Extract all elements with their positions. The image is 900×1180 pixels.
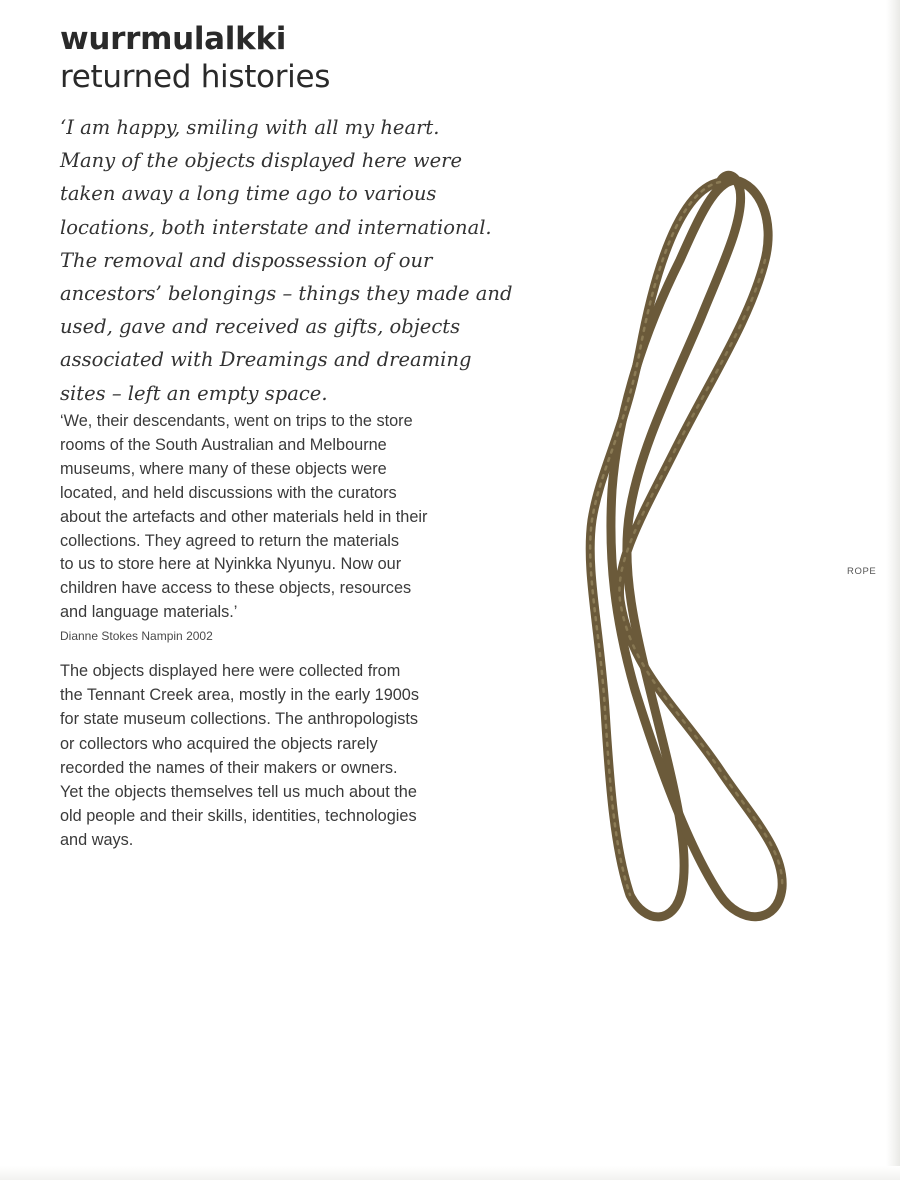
quote-lead-line: The removal and dispossession of our — [60, 248, 433, 272]
quote-body-line: to us to store here at Nyinkka Nyunyu. Now our — [60, 555, 402, 574]
page-edge-shadow — [886, 0, 900, 1180]
quote-lead-line: Many of the objects displayed here were — [60, 149, 462, 173]
body-line: recorded the names of their makers or owners. — [60, 758, 398, 777]
quote-body — [60, 410, 427, 625]
body-line: the Tennant Creek area, mostly in the early 1900s — [60, 686, 419, 705]
quote-body-line: and language materials.’ — [60, 603, 238, 622]
rope-image — [560, 150, 820, 950]
body-line: and ways. — [60, 831, 134, 850]
quote-attribution: Dianne Stokes Nampin 2002 — [60, 629, 213, 643]
quote-body-line: collections. They agreed to return the materials — [60, 531, 400, 550]
quote-lead-line: ancestors’ belongings – things they made and — [60, 282, 513, 306]
body-line: or collectors who acquired the objects rarely — [60, 734, 378, 753]
body-line: old people and their skills, identities, technologies — [60, 807, 417, 826]
body-line: Yet the objects themselves tell us much about the — [60, 783, 417, 802]
quote-body-line: museums, where many of these objects were — [60, 459, 387, 478]
quote-body-line: about the artefacts and other materials held in their — [60, 507, 428, 526]
quote-lead-line: taken away a long time ago to various — [60, 182, 437, 206]
rope-strands — [590, 175, 782, 917]
body-line: for state museum collections. The anthropologists — [60, 710, 419, 729]
quote-body-line: children have access to these objects, resources — [60, 579, 412, 598]
body-paragraph — [60, 659, 419, 853]
quote-lead-line: sites – left an empty space. — [60, 381, 328, 405]
quote-lead — [60, 111, 513, 410]
body-line: The objects displayed here were collected from — [60, 662, 401, 680]
quote-lead-line: locations, both interstate and international. — [60, 215, 492, 239]
quote-lead-line: ‘I am happy, smiling with all my heart. — [60, 116, 440, 139]
quote-body-line: rooms of the South Australian and Melbourne — [60, 435, 387, 454]
quote-lead-line: associated with Dreamings and dreaming — [60, 348, 472, 372]
quote-body-line: located, and held discussions with the curators — [60, 483, 397, 502]
quote-lead-line: used, gave and received as gifts, objects — [60, 315, 461, 339]
page-bottom-edge — [0, 1166, 900, 1180]
page-subtitle: returned histories — [60, 59, 331, 95]
quote-body-line: ‘We, their descendants, went on trips to the store — [60, 412, 413, 430]
figure-caption: ROPE — [847, 566, 877, 577]
page-title: wurrmulalkki — [60, 21, 287, 57]
